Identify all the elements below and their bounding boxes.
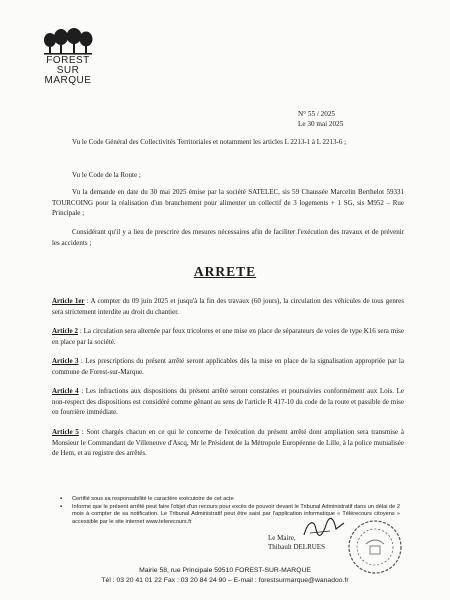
decree-date: Le 30 mai 2025 <box>298 120 344 128</box>
handwritten-signature <box>300 515 348 541</box>
preamble-code-route: Vu le Code de la Route ; <box>72 171 141 179</box>
article-4-text: : Les infractions aux dispositions du présent arrêté seront constatées et poursuivies conformément aux Lois. Le non-respect des dispositions est considéré comme gênant au sens de l'article R 417-10 du code de la route et passible de mise en fourrière immédiate. <box>52 387 404 417</box>
article-3 <box>52 356 404 377</box>
logo-line-1: FOREST <box>46 55 90 66</box>
article-4-label: Article 4 <box>52 387 79 395</box>
trees-icon <box>42 28 94 56</box>
decree-title: ARRETE <box>193 264 257 279</box>
logo-line-3: MARQUE <box>44 75 92 86</box>
article-1-text: : A compter du 09 juin 2025 et jusqu'à la fin des travaux (60 jours), la circulation des véhicules de tous genres sera strictement interdite au droit du chantier. <box>52 297 405 316</box>
preamble-request: Vu la demande en date du 30 mai 2025 émise par la société SATELEC, sis 59 Chaussée Marcelin Berthelot 59331 TOURCOING pour la réalisation d'un branchement pour alimenter un collectif de 3 logements + 1 SG, sis M952 – Rue Principale ; <box>52 188 404 218</box>
article-2-label: Article 2 <box>52 327 78 335</box>
preamble-cgct: Vu le Code Général des Collectivités Territoriales et notamment les articles L 2213-1 à L 2213-6 ; <box>72 138 347 146</box>
logo-line-2: SUR <box>56 65 80 76</box>
article-3-text: : Les prescriptions du présent arrêté seront applicables dès la mise en place de la signalisation appropriée par la commune de Forest-sur-Marque. <box>52 357 404 376</box>
preamble-considerant: Considérant qu'il y a lieu de prescrire des mesures nécessaires afin de faciliter l'exécution des travaux et de prévenir les accidents ; <box>52 228 404 247</box>
article-1-label: Article 1er <box>52 297 85 305</box>
decree-number: N° 55 / 2025 <box>298 110 336 118</box>
town-logo <box>38 28 98 86</box>
article-2-text: : La circulation sera alternée par feux tricolores et une mise en place de séparateurs de voies de type K16 sera mise en place par la société. <box>52 327 404 346</box>
article-2 <box>52 326 404 347</box>
article-4 <box>52 386 404 418</box>
signatory-name: Thibault DELRUES <box>268 543 325 551</box>
notice-executoire: ▪ Certifié sous sa responsabilité le caractère exécutoire de cet acte <box>60 496 400 503</box>
article-5-text: : Sont chargés chacun en ce qui le concerne de l'exécution du présent arrêté dont ampliation sera transmise à Monsieur le Commandant de Villeneuve d'Ascq, Mr le Président de la Métropole Européenne de Lille, à la police mutualisée de Hem, et au registre des arrêtés. <box>52 428 404 458</box>
footer-address: Mairie 58, rue Principale 59510 FOREST-SUR-MARQUE <box>139 567 311 574</box>
article-5-label: Article 5 <box>52 428 79 436</box>
article-3-label: Article 3 <box>52 357 79 365</box>
footer-contact: Tél : 03 20 41 01 22 Fax : 03 20 84 24 90 – E-mail : forestsurmarque@wanadoo.fr <box>101 577 349 584</box>
signatory-role: Le Maire, <box>268 534 296 542</box>
article-5 <box>52 427 404 459</box>
notice-recours: ▪ Informe que le présent arrêté peut faire l'objet d'un recours pour excès de pouvoir devant le Tribunal Administratif dans un délai de 2 mois à compter de sa notification. Le Tribunal Administratif peut être saisi par l'application informatique « Télérecours citoyens » accessible par le site internet www.telerecours.fr <box>60 504 400 526</box>
article-1 <box>52 296 404 317</box>
